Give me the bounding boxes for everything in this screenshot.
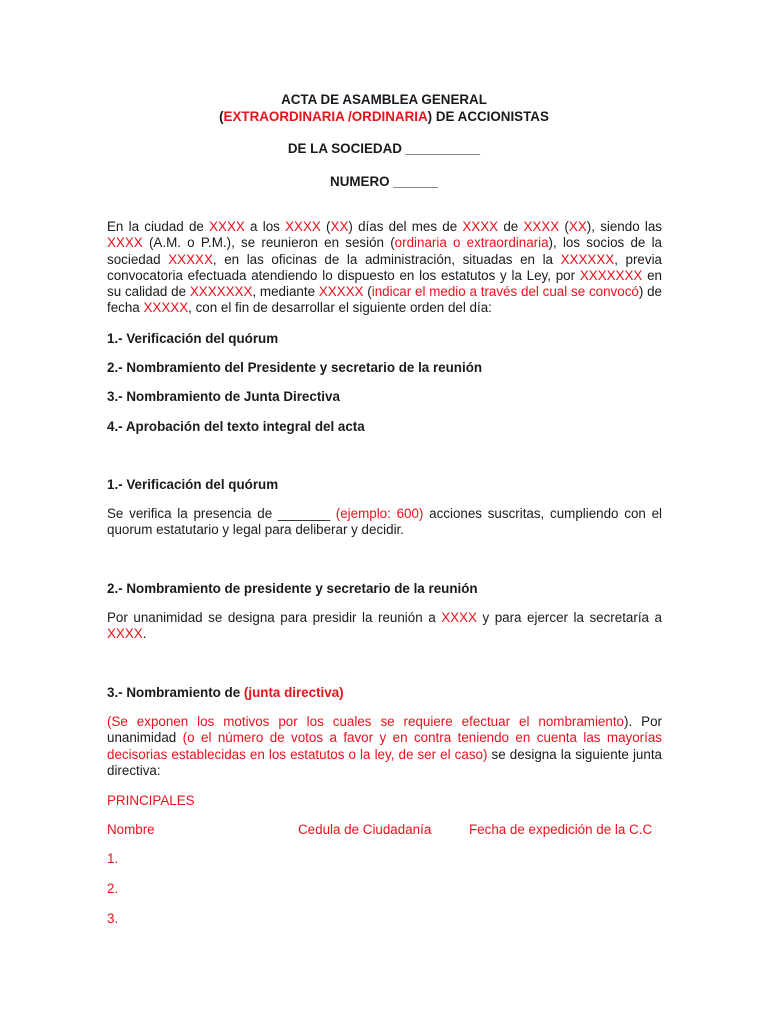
- column-header-nombre: Nombre: [107, 822, 155, 837]
- section1-heading: 1.- Verificación del quórum: [107, 477, 279, 492]
- society-line: DE LA SOCIEDAD __________: [287, 141, 481, 156]
- table-row-number: 3.: [107, 911, 119, 926]
- agenda-item: 4.- Aprobación del texto integral del acta: [107, 419, 365, 434]
- agenda-item: 1.- Verificación del quórum: [107, 331, 279, 346]
- table-row-number: 1.: [107, 851, 119, 866]
- numero-line: NUMERO ______: [330, 174, 438, 189]
- section3-paragraph: (Se exponen los motivos por los cuales se requiere efectuar el nombramiento). Por unanimidad (o el número de votos a favor y en contra teniendo en cuenta las mayorías decisorias establecidas en los estatutos o la ley, de ser el caso) se designa la siguiente junta directiva:: [107, 714, 662, 778]
- intro-paragraph: En la ciudad de XXXX a los XXXX (XX) días del mes de XXXX de XXXX (XX), siendo las XXXX (A.M. o P.M.), se reunieron en sesión (ordinaria o extraordinaria), los socios de la sociedad XXXXX, en las oficinas de la administración, situadas en la XXXXXX, previa convocatoria efectuada atendiendo lo dispuesto en los estatutos y la Ley, por XXXXXXX en su calidad de XXXXXXX, mediante XXXXX (indicar el medio a través del cual se convocó) de fecha XXXXX, con el fin de desarrollar el siguiente orden del día:: [107, 219, 662, 316]
- table-row-number: 2.: [107, 881, 119, 896]
- section2-paragraph: Por unanimidad se designa para presidir la reunión a XXXX y para ejercer la secretaría a XXXX.: [107, 610, 662, 642]
- agenda-item: 3.- Nombramiento de Junta Directiva: [107, 389, 340, 404]
- column-header-cedula: Cedula de Ciudadanía: [298, 822, 432, 837]
- section2-heading: 2.- Nombramiento de presidente y secretario de la reunión: [107, 581, 478, 596]
- column-header-fecha: Fecha de expedición de la C.C: [469, 822, 653, 837]
- section1-paragraph: Se verifica la presencia de _______ (ejemplo: 600) acciones suscritas, cumpliendo con el quorum estatutario y legal para deliberar y decidir.: [107, 506, 662, 538]
- section3-heading: 3.- Nombramiento de (junta directiva): [107, 685, 344, 700]
- doc-title-type: (EXTRAORDINARIA /ORDINARIA) DE ACCIONISTAS: [219, 109, 549, 124]
- doc-title: ACTA DE ASAMBLEA GENERAL: [281, 92, 487, 107]
- principales-label: PRINCIPALES: [107, 793, 195, 808]
- assembly-type: EXTRAORDINARIA /ORDINARIA: [223, 109, 428, 124]
- agenda-item: 2.- Nombramiento del Presidente y secretario de la reunión: [107, 360, 483, 375]
